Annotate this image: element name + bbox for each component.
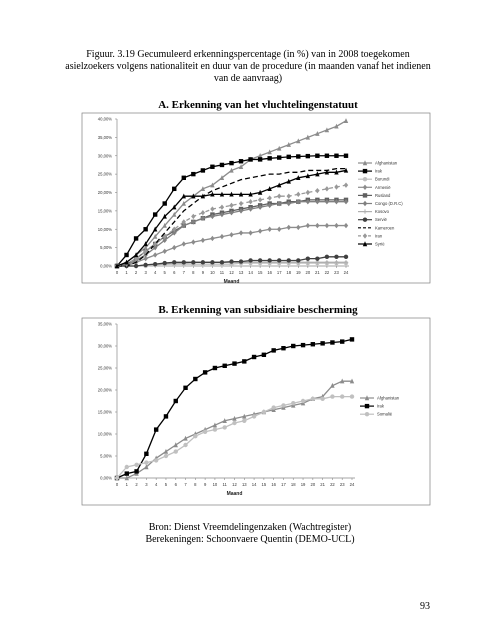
legend-label: Afghanistan (375, 160, 398, 166)
x-tick-label: 16 (271, 482, 277, 487)
y-tick-label: 5,00% (100, 453, 112, 459)
data-point (134, 469, 138, 473)
x-tick-label: 16 (267, 270, 273, 275)
series-kameroen (117, 169, 346, 266)
legend-item (358, 177, 390, 182)
data-point (277, 227, 281, 232)
y-tick-label: 35,00% (97, 134, 112, 140)
data-point (191, 172, 195, 176)
data-point (277, 193, 281, 198)
data-point (201, 210, 205, 215)
x-tick-label: 10 (212, 482, 218, 487)
data-point (296, 192, 300, 197)
data-point (239, 201, 243, 206)
data-point (291, 344, 295, 348)
data-point (153, 212, 157, 216)
data-point (232, 361, 236, 365)
data-point (320, 397, 324, 401)
data-point (229, 161, 233, 165)
x-tick-label: 15 (261, 482, 267, 487)
data-point (154, 458, 158, 462)
data-point (325, 255, 329, 259)
legend-marker (363, 185, 367, 190)
data-point (174, 442, 178, 447)
data-point (191, 239, 195, 244)
data-point (315, 188, 319, 193)
legend-label: Rusland (375, 192, 391, 198)
data-point (330, 394, 334, 398)
data-point (334, 184, 338, 189)
x-tick-label: 14 (248, 270, 253, 275)
data-point (248, 230, 252, 235)
x-tick-label: 3 (144, 270, 147, 275)
source-note (60, 522, 440, 546)
data-point (306, 223, 310, 228)
data-point (291, 401, 295, 405)
source-line: Bron: Dienst Vreemdelingenzaken (Wachtregister) (148, 522, 352, 533)
data-point (232, 421, 236, 425)
data-point (163, 249, 167, 254)
data-point (334, 223, 338, 228)
data-point (306, 154, 310, 158)
legend-item (358, 169, 383, 174)
y-tick-label: 0,00% (100, 475, 112, 481)
data-point (154, 427, 158, 431)
data-point (252, 355, 256, 359)
data-point (143, 227, 147, 231)
x-tick-label: 7 (182, 270, 185, 275)
data-point (213, 366, 217, 370)
data-point (229, 203, 233, 208)
series-line (117, 381, 352, 478)
data-point (287, 155, 291, 159)
data-point (203, 430, 207, 434)
x-tick-label: 18 (290, 482, 296, 487)
x-tick-label: 21 (315, 270, 320, 275)
legend-item (358, 225, 395, 230)
x-tick-label: 5 (163, 270, 166, 275)
x-tick-label: 2 (135, 482, 138, 487)
x-axis-label: Maand (226, 491, 243, 497)
data-point (340, 339, 344, 343)
y-tick-label: 20,00% (97, 387, 112, 393)
data-point (153, 252, 157, 257)
x-tick-label: 19 (295, 270, 301, 275)
data-point (262, 353, 266, 357)
x-tick-label: 9 (203, 482, 207, 487)
legend-item (358, 193, 391, 198)
data-point (210, 206, 214, 211)
data-point (296, 225, 300, 230)
data-point (325, 186, 329, 191)
data-point (271, 405, 275, 409)
series-afghanistan (115, 379, 354, 481)
data-point (229, 232, 233, 237)
data-point (334, 255, 338, 259)
data-point (174, 399, 178, 403)
legend-label: Irak (377, 403, 384, 409)
data-point (281, 346, 285, 350)
x-tick-label: 10 (210, 270, 215, 275)
data-point (242, 419, 246, 423)
data-point (306, 256, 310, 260)
data-point (267, 258, 271, 262)
data-point (277, 258, 281, 262)
data-point (325, 223, 329, 228)
data-point (223, 364, 227, 368)
legend-item (360, 404, 385, 409)
chart-b (82, 318, 430, 505)
x-tick-label: 21 (320, 482, 325, 487)
x-tick-label: 17 (281, 482, 286, 487)
data-point (115, 476, 119, 480)
data-point (210, 165, 214, 169)
data-point (213, 427, 217, 431)
legend-label: Kameroen (375, 225, 395, 231)
data-point (172, 187, 176, 191)
x-tick-label: 0 (115, 270, 119, 275)
data-point (164, 414, 168, 418)
legend-label: Kosovo (375, 209, 389, 215)
data-point (344, 255, 348, 259)
data-point (258, 157, 262, 161)
data-point (172, 245, 176, 250)
legend-label: Burundi (375, 176, 390, 182)
y-tick-label: 30,00% (97, 343, 112, 349)
series-line (117, 169, 346, 266)
data-point (258, 197, 262, 202)
x-tick-label: 2 (134, 270, 138, 275)
data-point (134, 264, 138, 268)
x-tick-label: 24 (349, 482, 355, 487)
data-point (311, 397, 315, 401)
data-point (242, 359, 246, 363)
legend-item (358, 217, 388, 222)
x-tick-label: 13 (241, 482, 247, 487)
series-irak (115, 337, 354, 480)
y-tick-label: 10,00% (97, 226, 112, 232)
legend-marker (363, 193, 367, 197)
data-point (248, 157, 252, 161)
data-point (315, 223, 319, 228)
data-point (239, 259, 243, 263)
data-point (201, 238, 205, 243)
data-point (248, 258, 252, 262)
data-point (144, 460, 148, 464)
x-tick-label: 12 (229, 270, 234, 275)
legend-item (358, 185, 391, 190)
data-point (344, 118, 348, 123)
x-tick-label: 18 (286, 270, 292, 275)
data-point (325, 154, 329, 158)
chart-b-title: B. Erkenning van subsidiaire bescherming (158, 304, 358, 316)
legend-marker (363, 218, 367, 222)
data-point (220, 234, 224, 239)
x-tick-label: 22 (324, 270, 330, 275)
data-point (182, 176, 186, 180)
data-point (124, 253, 128, 257)
data-point (248, 199, 252, 204)
data-point (262, 410, 266, 414)
legend-item (358, 241, 385, 246)
data-point (183, 443, 187, 447)
legend-label: Somalië (377, 411, 393, 417)
data-point (315, 256, 319, 260)
x-tick-label: 8 (194, 482, 197, 487)
x-tick-label: 6 (173, 270, 176, 275)
data-point (223, 425, 227, 429)
data-point (287, 193, 291, 198)
data-point (163, 201, 167, 205)
x-tick-label: 4 (153, 270, 157, 275)
data-point (281, 403, 285, 407)
data-point (239, 159, 243, 163)
legend-label: Congo (D.R.C) (375, 201, 403, 206)
legend-label: Afghanistan (377, 395, 400, 401)
data-point (350, 337, 354, 341)
x-axis-label: Maand (223, 279, 240, 285)
data-point (174, 449, 178, 453)
data-point (252, 414, 256, 418)
legend-label: Syrië (375, 241, 385, 247)
x-tick-label: 8 (192, 270, 195, 275)
data-point (153, 262, 157, 266)
y-tick-label: 25,00% (97, 171, 112, 177)
data-point (267, 195, 271, 200)
legend-label: Armenië (375, 184, 391, 190)
data-point (267, 227, 271, 232)
data-point (172, 260, 176, 264)
data-point (220, 260, 224, 264)
y-tick-label: 5,00% (100, 245, 112, 251)
data-point (267, 156, 271, 160)
data-point (163, 261, 167, 265)
data-point (344, 223, 348, 228)
y-tick-label: 20,00% (97, 190, 112, 195)
legend-marker (365, 404, 369, 408)
y-tick-label: 15,00% (97, 208, 112, 214)
data-point (296, 154, 300, 158)
data-point (191, 214, 195, 219)
y-tick-label: 25,00% (97, 365, 112, 371)
data-point (182, 241, 186, 246)
data-point (277, 155, 281, 159)
data-point (183, 386, 187, 390)
data-point (271, 348, 275, 352)
x-tick-label: 5 (164, 482, 168, 487)
chart-a (82, 113, 430, 285)
x-tick-label: 4 (154, 482, 158, 487)
legend-marker (363, 169, 367, 173)
data-point (164, 449, 168, 454)
data-point (134, 236, 138, 240)
data-point (258, 228, 262, 233)
x-tick-label: 19 (300, 482, 306, 487)
y-tick-label: 15,00% (97, 409, 112, 415)
x-tick-label: 3 (145, 482, 148, 487)
data-point (210, 236, 214, 241)
y-tick-label: 0,00% (100, 263, 112, 269)
data-point (144, 452, 148, 456)
series-line (117, 170, 346, 266)
x-tick-label: 6 (174, 482, 177, 487)
series-line (117, 339, 352, 478)
legend-label: Servië (375, 217, 387, 223)
data-point (239, 230, 243, 235)
data-point (201, 168, 205, 172)
data-point (287, 225, 291, 230)
data-point (311, 342, 315, 346)
x-tick-label: 20 (305, 270, 311, 275)
data-point (220, 205, 224, 210)
legend-marker (363, 209, 367, 213)
data-point (193, 434, 197, 438)
x-tick-label: 17 (276, 270, 282, 275)
calculation-line: Berekeningen: Schoonvaere Quentin (DEMO-UCL) (145, 534, 355, 545)
x-tick-label: 14 (251, 482, 257, 487)
data-point (334, 154, 338, 158)
legend-marker (363, 233, 367, 238)
data-point (296, 258, 300, 262)
data-point (301, 343, 305, 347)
chart-a-title: A. Erkenning van het vluchtelingenstatuut (158, 99, 358, 111)
x-tick-label: 23 (339, 482, 345, 487)
data-point (315, 154, 319, 158)
data-point (210, 260, 214, 264)
legend-marker (363, 201, 367, 206)
data-point (306, 190, 310, 195)
data-point (182, 260, 186, 264)
data-point (125, 465, 129, 469)
legend-item (358, 209, 390, 214)
x-tick-label: 22 (330, 482, 335, 487)
x-tick-label: 7 (184, 482, 187, 487)
y-tick-label: 30,00% (97, 153, 112, 159)
data-point (258, 258, 262, 262)
legend-item (358, 233, 383, 238)
data-point (301, 399, 305, 403)
data-point (134, 463, 138, 467)
data-point (344, 182, 348, 187)
figure-caption: Figuur. 3.19 Gecumuleerd erkenningspercentage (in %) van in 2008 toegekomen asielzoekers volgens nationaliteit en duur van de procedure (in maanden vanaf het indienen van de aanvraag) (65, 49, 431, 84)
x-tick-label: 11 (219, 270, 225, 275)
data-point (203, 370, 207, 374)
data-point (287, 258, 291, 262)
data-point (320, 341, 324, 345)
x-tick-label: 11 (222, 482, 227, 487)
legend-item (360, 395, 400, 400)
y-tick-label: 40,00% (97, 116, 112, 122)
x-tick-label: 23 (334, 270, 339, 275)
data-point (350, 394, 354, 398)
page-number: 93 (420, 601, 430, 612)
data-point (229, 259, 233, 263)
data-point (201, 260, 205, 264)
y-tick-label: 10,00% (97, 431, 112, 437)
data-point (164, 454, 168, 458)
x-tick-label: 1 (125, 270, 128, 275)
legend-marker (365, 412, 369, 416)
legend-item (358, 160, 398, 165)
x-tick-label: 15 (257, 270, 263, 275)
x-tick-label: 1 (125, 482, 128, 487)
legend-label: Irak (375, 168, 382, 174)
x-tick-label: 24 (343, 270, 349, 275)
series-line (117, 397, 352, 478)
data-point (125, 471, 129, 475)
data-point (193, 377, 197, 381)
x-tick-label: 0 (115, 482, 119, 487)
data-point (220, 163, 224, 167)
x-tick-label: 12 (232, 482, 237, 487)
legend-item (358, 201, 403, 206)
x-tick-label: 9 (201, 270, 205, 275)
x-tick-label: 20 (310, 482, 316, 487)
data-point (344, 154, 348, 158)
data-point (330, 340, 334, 344)
series-somali- (115, 394, 354, 480)
data-point (143, 263, 147, 267)
legend-item (360, 412, 393, 417)
data-point (191, 260, 195, 264)
data-point (340, 394, 344, 398)
legend-marker (363, 177, 367, 181)
legend-label: Iran (375, 233, 383, 239)
x-tick-label: 13 (238, 270, 244, 275)
y-tick-label: 35,00% (97, 321, 112, 327)
